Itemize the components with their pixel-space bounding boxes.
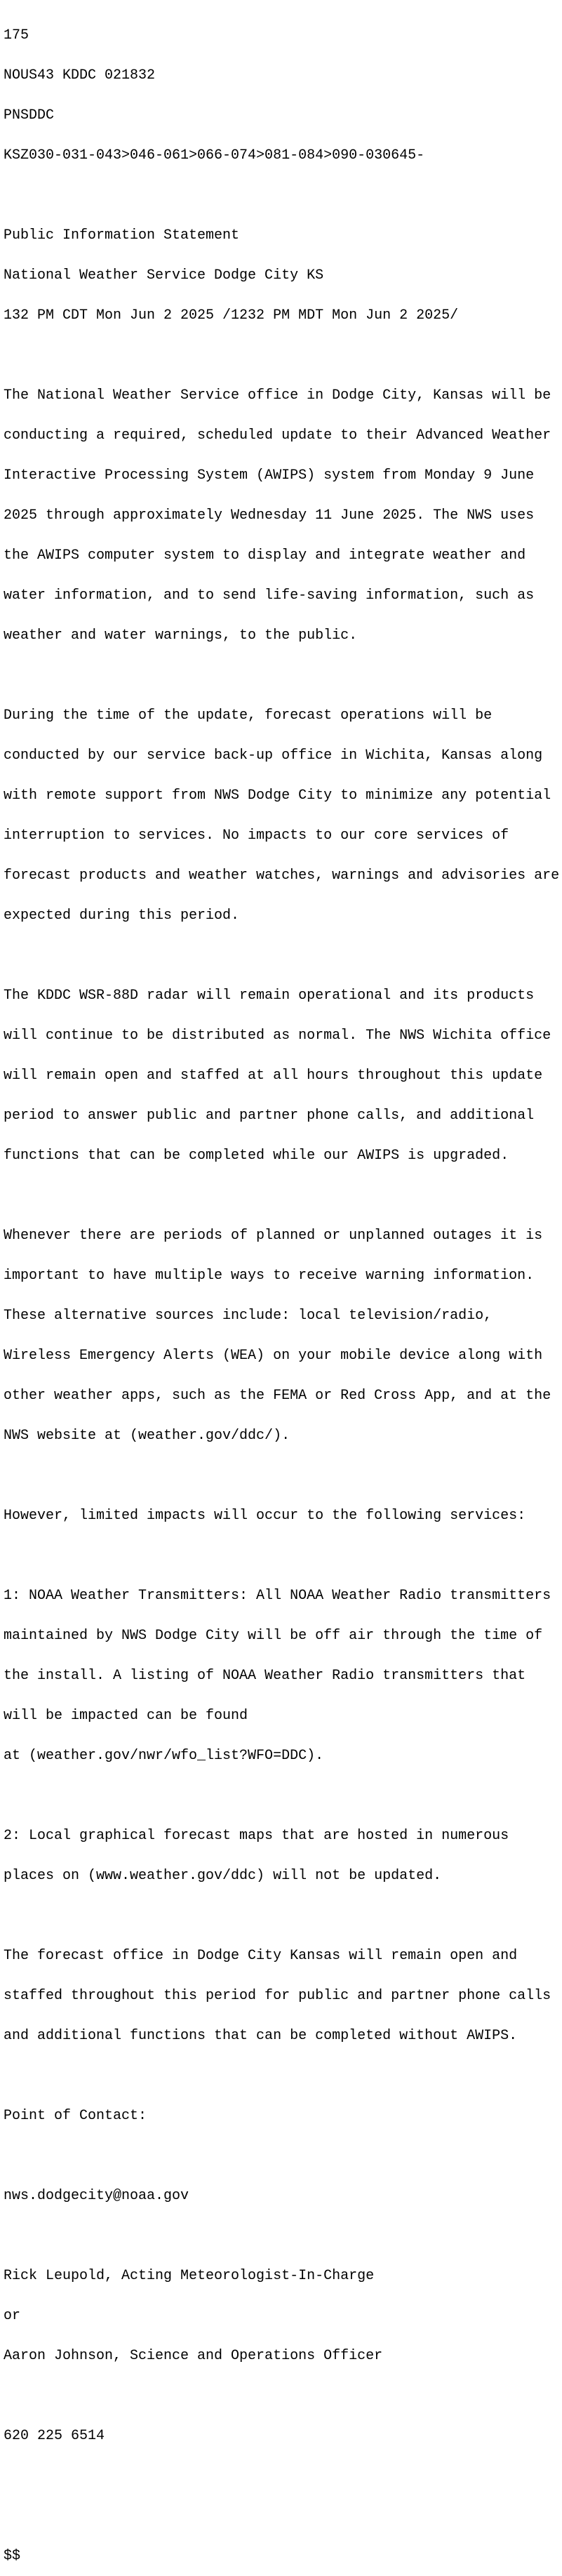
impact-item-1-line: will be impacted can be found [4, 1708, 248, 1724]
paragraph-3-line: will continue to be distributed as normal. The NWS Wichita office [4, 1028, 551, 1044]
blank-line [4, 1909, 562, 1923]
paragraph-5-line: staffed throughout this period for public and partner phone calls [4, 1988, 551, 2004]
paragraph-2-line: forecast products and weather watches, warnings and advisories are [4, 868, 560, 884]
paragraph-2-line: expected during this period. [4, 908, 240, 924]
wmo-header: NOUS43 KDDC 021832 [4, 67, 156, 84]
blank-line [4, 2469, 562, 2483]
paragraph-4-line: These alternative sources include: local television/radio, [4, 1308, 493, 1324]
paragraph-3-line: period to answer public and partner phone calls, and additional [4, 1108, 535, 1124]
issuing-office: National Weather Service Dodge City KS [4, 267, 324, 284]
contact-person-2: Aaron Johnson, Science and Operations Officer [4, 2348, 383, 2364]
paragraph-1-line: conducting a required, scheduled update to their Advanced Weather [4, 427, 551, 444]
paragraph-2-line: interruption to services. No impacts to our core services of [4, 828, 509, 844]
paragraph-1-line: weather and water warnings, to the public. [4, 628, 358, 644]
blank-line [4, 1189, 562, 1202]
product-number: 175 [4, 27, 29, 44]
paragraph-2-line: During the time of the update, forecast operations will be [4, 708, 493, 724]
paragraph-1-line: Interactive Processing System (AWIPS) system from Monday 9 June [4, 467, 535, 484]
paragraph-4-line: Whenever there are periods of planned or unplanned outages it is [4, 1228, 543, 1244]
blank-line [4, 2389, 562, 2403]
blank-line [4, 949, 562, 962]
blank-line [4, 189, 562, 202]
impact-item-1-line: maintained by NWS Dodge City will be off air through the time of [4, 1628, 543, 1644]
blank-line [4, 1549, 562, 1562]
blank-line [4, 2149, 562, 2163]
paragraph-1-line: the AWIPS computer system to display and integrate weather and [4, 547, 526, 564]
issue-time: 132 PM CDT Mon Jun 2 2025 /1232 PM MDT Mon Jun 2 2025/ [4, 307, 459, 324]
blank-line [4, 2509, 562, 2523]
contact-phone: 620 225 6514 [4, 2428, 105, 2444]
paragraph-4-line: Wireless Emergency Alerts (WEA) on your mobile device along with [4, 1348, 543, 1364]
impact-item-2-line: 2: Local graphical forecast maps that are hosted in numerous [4, 1828, 509, 1844]
impacts-intro: However, limited impacts will occur to the following services: [4, 1508, 526, 1524]
contact-person-1: Rick Leupold, Acting Meteorologist-In-Charge [4, 2268, 375, 2284]
impact-item-1-line: 1: NOAA Weather Transmitters: All NOAA Weather Radio transmitters [4, 1588, 551, 1604]
end-of-product-marker: $$ [4, 2548, 21, 2564]
blank-line [4, 1789, 562, 1802]
blank-line [4, 349, 562, 362]
paragraph-4-line: NWS website at (weather.gov/ddc/). [4, 1428, 290, 1444]
blank-line [4, 2069, 562, 2083]
paragraph-3-line: The KDDC WSR-88D radar will remain operational and its products [4, 988, 535, 1004]
paragraph-4-line: important to have multiple ways to receive warning information. [4, 1268, 535, 1284]
paragraph-1-line: water information, and to send life-saving information, such as [4, 587, 535, 604]
impact-item-1-line: at (weather.gov/nwr/wfo_list?WFO=DDC). [4, 1748, 324, 1764]
paragraph-2-line: conducted by our service back-up office in Wichita, Kansas along [4, 748, 543, 764]
paragraph-1-line: 2025 through approximately Wednesday 11 June 2025. The NWS uses [4, 507, 535, 524]
blank-line [4, 1469, 562, 1482]
paragraph-1-line: The National Weather Service office in Dodge City, Kansas will be [4, 387, 551, 404]
blank-line [4, 669, 562, 682]
paragraph-3-line: will remain open and staffed at all hours throughout this update [4, 1068, 543, 1084]
blank-line [4, 2229, 562, 2243]
paragraph-4-line: other weather apps, such as the FEMA or Red Cross App, and at the [4, 1388, 551, 1404]
ugc-zone-codes: KSZ030-031-043>046-061>066-074>081-084>090-030645- [4, 147, 425, 164]
impact-item-1-line: the install. A listing of NOAA Weather Radio transmitters that [4, 1668, 526, 1684]
paragraph-5-line: The forecast office in Dodge City Kansas will remain open and [4, 1948, 518, 1964]
awips-id: PNSDDC [4, 107, 55, 124]
contact-or: or [4, 2308, 21, 2324]
impact-item-2-line: places on (www.weather.gov/ddc) will not be updated. [4, 1868, 442, 1884]
contact-email: nws.dodgecity@noaa.gov [4, 2188, 189, 2204]
paragraph-2-line: with remote support from NWS Dodge City to minimize any potential [4, 788, 551, 804]
paragraph-5-line: and additional functions that can be completed without AWIPS. [4, 2028, 518, 2044]
statement-title: Public Information Statement [4, 227, 240, 244]
point-of-contact-heading: Point of Contact: [4, 2108, 147, 2124]
paragraph-3-line: functions that can be completed while our AWIPS is upgraded. [4, 1148, 509, 1164]
